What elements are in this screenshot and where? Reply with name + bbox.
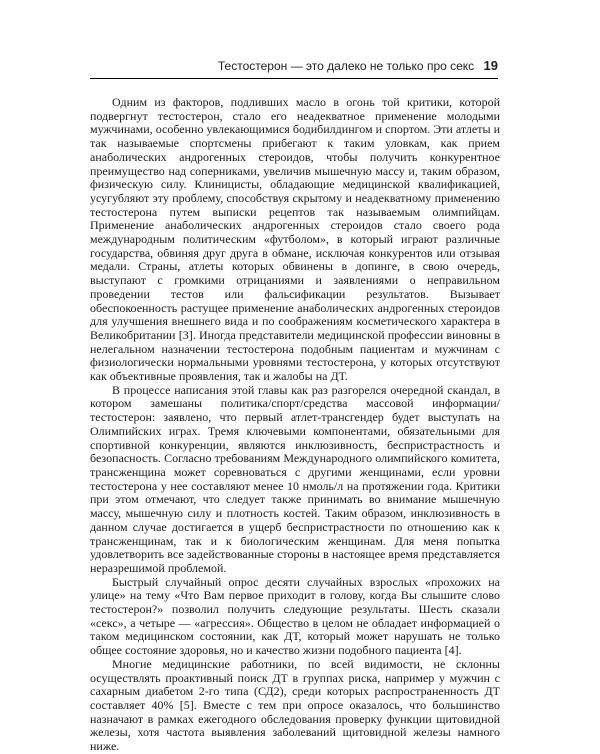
paragraph: Одним из факторов, подливших масло в огонь той критики, которой подвергнут тестостерон, стало его неадекватное применение молодыми мужчинами, особенно увлекающимися бодибилдингом и спортом. Эти атлеты и так называемые спортсмены прибегают к таким уловкам, как прием анаболических андрогенных стероидов, чтобы получить конкурентное преимущество над соперниками, увеличив мышечную массу и, таким образом, физическую силу. Клиницисты, обладающие медицинской квалификацией, усугубляют эту проблему, способствуя скрытому и неадекватному применению тестостерона путем выписки рецептов так называемым олимпийцам. Применение анаболических андрогенных стероидов стало своего рода международным политическим «футболом», в который играют различные государства, обвиняя друг друга в обмане, исключая конкурентов или отзывая медали. Страны, атлеты которых обвинены в допинге, в свою очередь, выступают с громкими отрицаниями и заявлениями о неправильном проведении тестов или фальсификации результатов. Вызывает обеспокоенность растущее применение анаболических андрогенных стероидов для улучшения внешнего вида и по соображениям косметического характера в Великобритании [3]. Иногда представители медицинской профессии виновны в нелегальном назначении тестостерона подобным пациентам и мужчинам с физиологически нормальными уровнями тестостерона, у которых отсутствуют как объективные проявления, так и жалобы на ДТ. xyxy=(90,95,500,384)
page-number: 19 xyxy=(483,58,498,73)
running-title: Тестостерон — это далеко не только про секс xyxy=(217,59,475,73)
header-rule xyxy=(90,78,498,79)
paragraph: Многие медицинские работники, по всей видимости, не склонны осуществлять проактивный поиск ДТ в группах риска, например у мужчин с сахарным диабетом 2-го типа (СД2), среди которых распространенность ДТ составляет 40% [5]. Вместе с тем при опросе оказалось, что большинство назначают в рамках ежегодного обследования проверку функции щитовидной железы, хотя частота выявления заболеваний щитовидной железы намного ниже. xyxy=(90,656,500,754)
paragraph: В процессе написания этой главы как раз разгорелся очередной скандал, в котором замешаны политика/спорт/средства массовой информации/тестостерон: заявлено, что первый атлет-трансгендер будет выступать на Олимпийских играх. Тремя ключевыми компонентами, обязательными для спортивной конкуренции, являются инклюзивность, беспристрастность и безопасность. Согласно требованиям Международного олимпийского комитета, трансженщина может соревноваться с другими женщинами, если уровни тестостерона у нее составляют менее 10 нмоль/л на протяжении года. Критики при этом отмечают, что следует также принимать во внимание мышечную массу, мышечную силу и плотность костей. Таким образом, инклюзивность в данном случае достигается в ущерб беспристрастности по отношению как к трансженщинам, так и к биологическим женщинам. Для меня попытка удовлетворить все задействованные стороны в настоящее время представляется неразрешимой проблемой. xyxy=(90,382,500,575)
paragraph: Быстрый случайный опрос десяти случайных взрослых «прохожих на улице» на тему «Что Вам первое приходит в голову, когда Вы слышите слово тестостерон?» позволил получить следующие результаты. Шесть сказали «секс», а четыре — «агрессия». Общество в целом не обладает информацией о таком медицинском состоянии, как ДТ, который может нарушать не только общее состояние здоровья, но и качество жизни подобного пациента [4]. xyxy=(90,574,500,658)
running-header xyxy=(90,58,498,74)
body-text xyxy=(90,96,500,754)
